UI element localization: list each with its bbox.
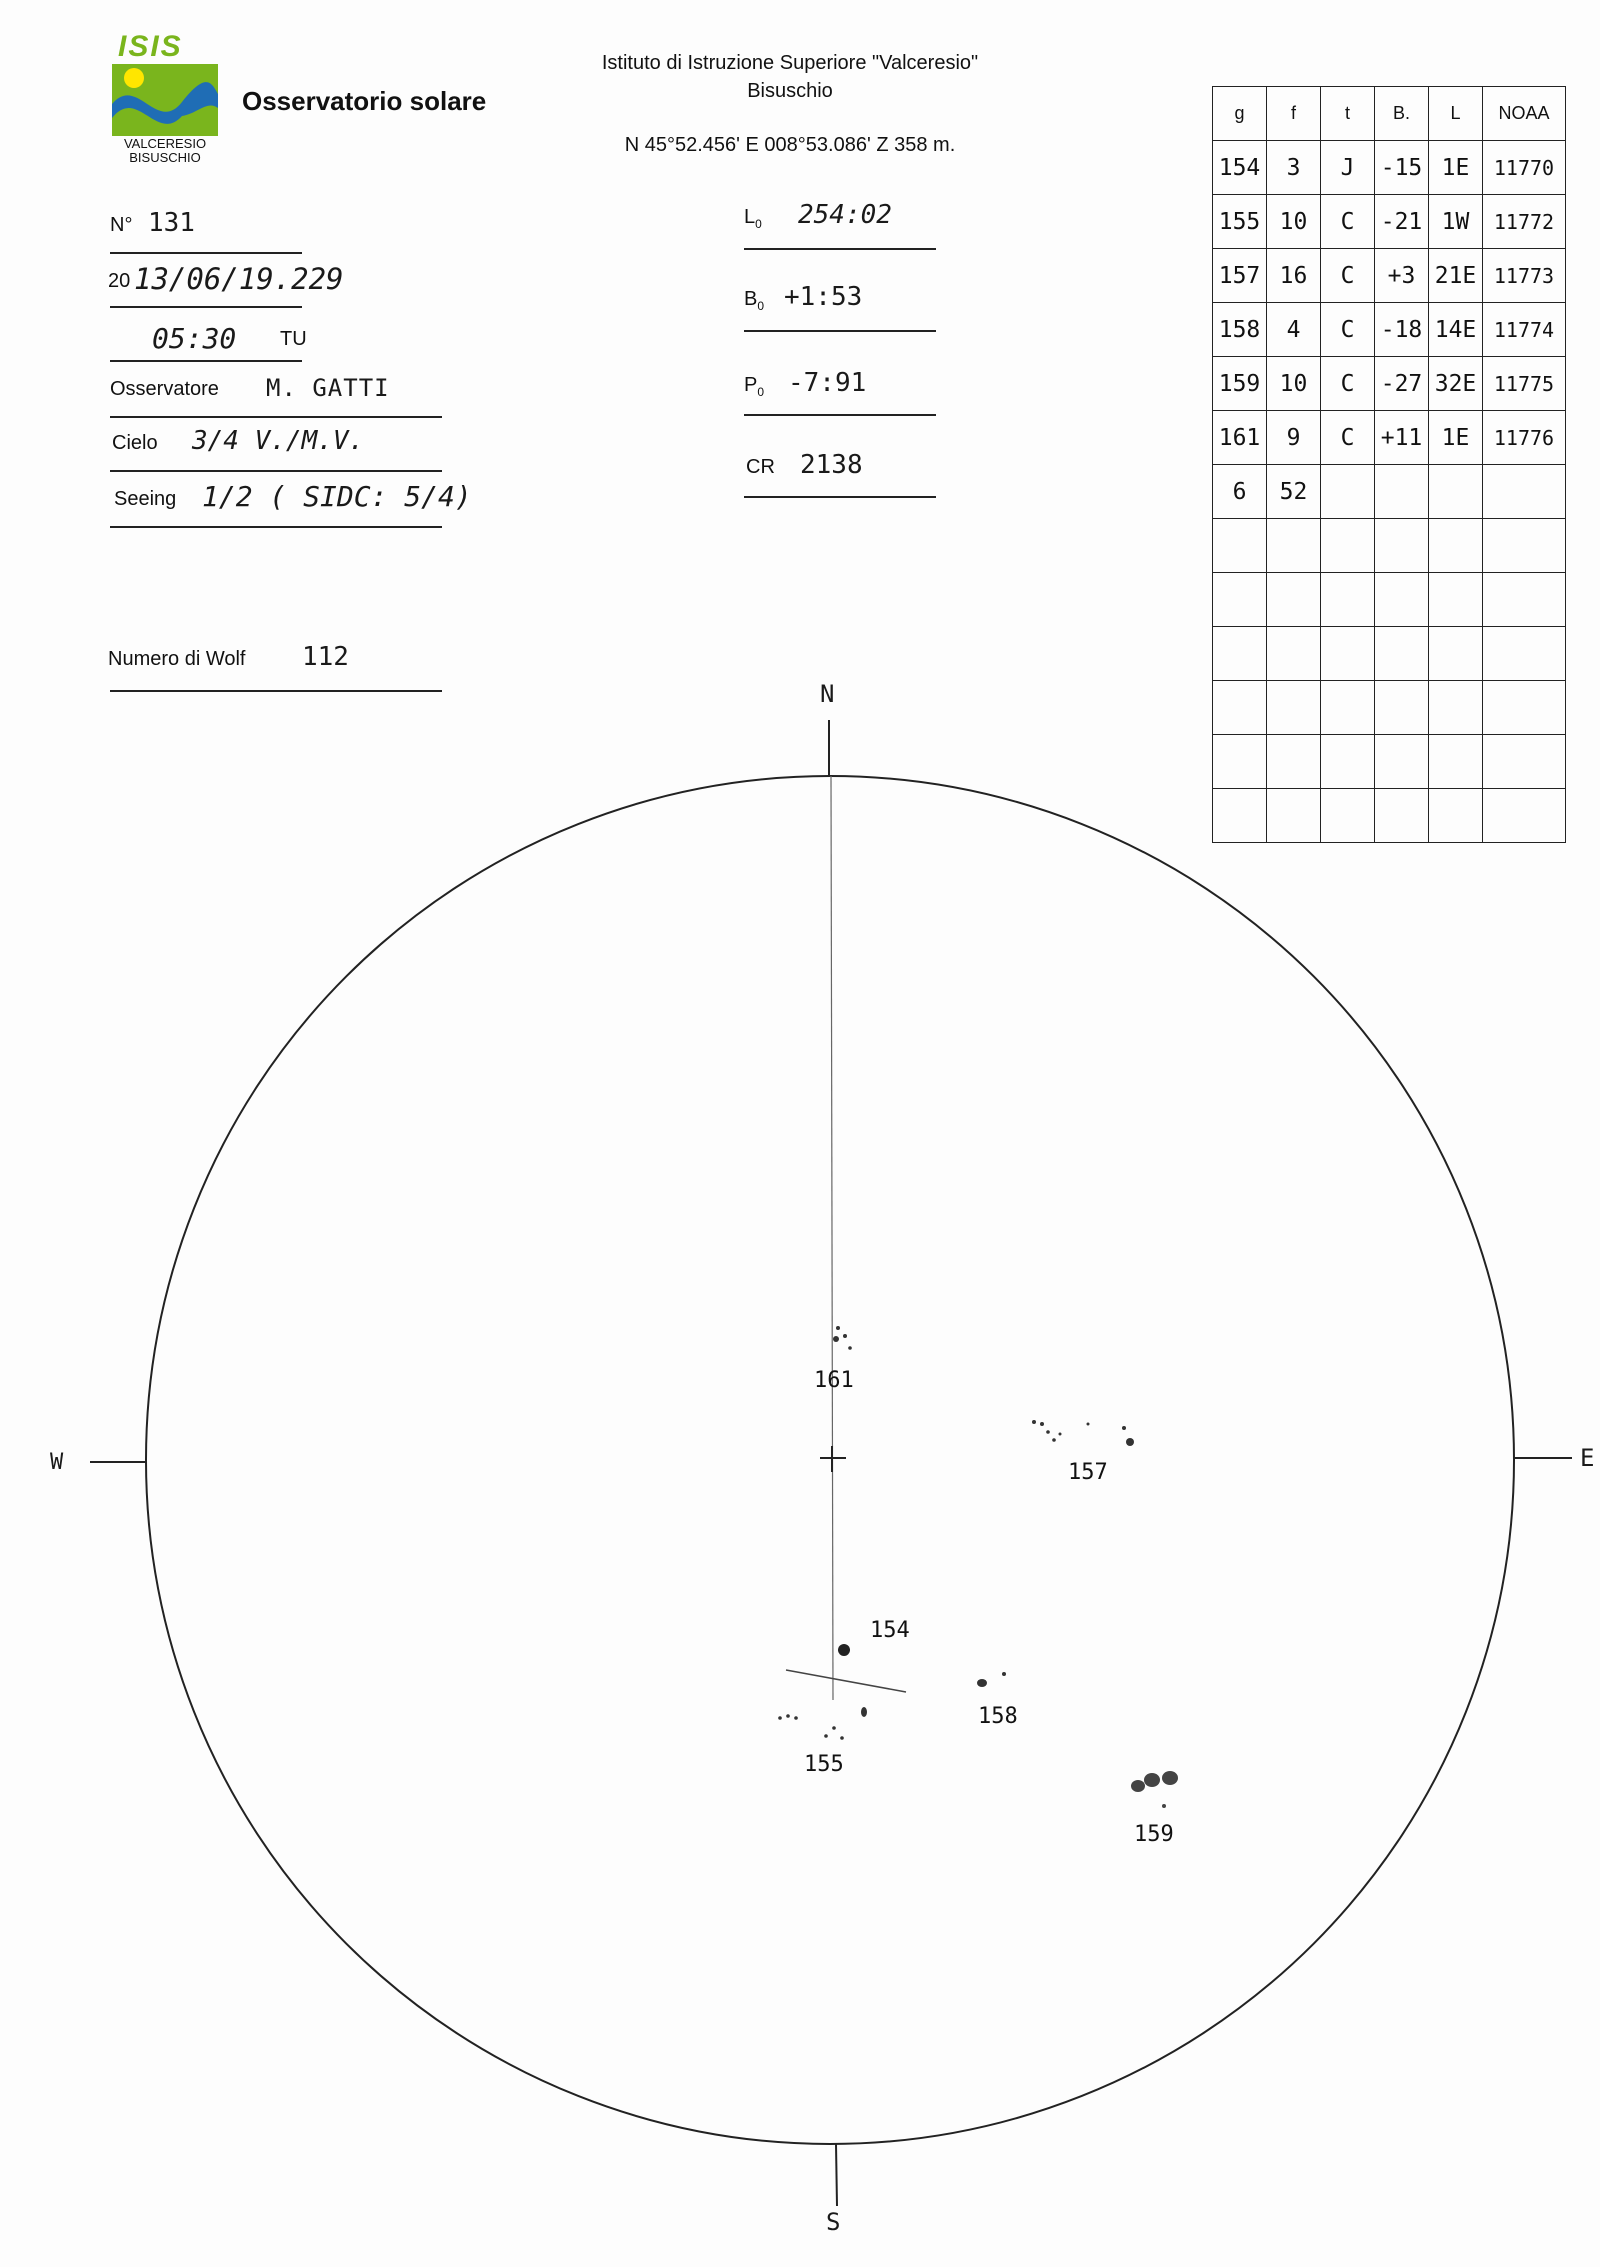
solar-disk-outline [146, 776, 1514, 2144]
logo-subtitle-2: BISUSCHIO [129, 150, 201, 165]
b0-label: $B_0$ [744, 288, 765, 313]
cell-g: 159 [1213, 357, 1267, 411]
cell-f: 10 [1267, 195, 1321, 249]
cell-t: C [1321, 249, 1375, 303]
cell-t: C [1321, 303, 1375, 357]
header-f: f [1267, 87, 1321, 141]
cell-g: 158 [1213, 303, 1267, 357]
cell-t: C [1321, 357, 1375, 411]
observer-name: M. GATTI [266, 374, 390, 402]
observation-date: 13/06/19.229 [134, 262, 344, 296]
p0-label: $P_0$ [744, 374, 765, 399]
compass-west: W [50, 1450, 64, 1475]
cell-noaa: 11770 [1483, 141, 1566, 195]
group-label-154: 154 [870, 1618, 910, 1643]
sunspot-group-154 [838, 1644, 850, 1656]
seeing-value: 1/2 ( SIDC: 5/4) [202, 480, 472, 513]
cell-f: 10 [1267, 357, 1321, 411]
cell-l: 1W [1429, 195, 1483, 249]
cell-b: +3 [1375, 249, 1429, 303]
group-label-161: 161 [814, 1368, 854, 1393]
sky-value: 3/4 V./M.V. [192, 426, 365, 456]
sunspot-group-157 [1032, 1420, 1134, 1446]
sunspot-group-161 [833, 1326, 852, 1350]
observer-label: Osservatore [110, 378, 219, 400]
cell-l: 14E [1429, 303, 1483, 357]
header-g: g [1213, 87, 1267, 141]
group-label-158: 158 [978, 1704, 1018, 1729]
wolf-value: 112 [302, 642, 349, 672]
sky-label: Cielo [112, 432, 158, 454]
seeing-label: Seeing [114, 488, 177, 510]
cell-f: 4 [1267, 303, 1321, 357]
cell-f: 9 [1267, 411, 1321, 465]
cell-b: -18 [1375, 303, 1429, 357]
cell-t: C [1321, 195, 1375, 249]
header-b: B. [1375, 87, 1429, 141]
cell-b: -15 [1375, 141, 1429, 195]
cell-noaa: 11775 [1483, 357, 1566, 411]
header-noaa: NOAA [1483, 87, 1566, 141]
cell-f: 16 [1267, 249, 1321, 303]
observation-time: 05:30 [152, 322, 237, 355]
cell-noaa: 11774 [1483, 303, 1566, 357]
cell-noaa: 11773 [1483, 249, 1566, 303]
cell-l: 21E [1429, 249, 1483, 303]
south-tick [836, 2144, 837, 2206]
observatory-title: Osservatorio solare [242, 86, 487, 116]
cell-f: 52 [1267, 465, 1321, 519]
p0-value: -7:91 [788, 368, 867, 398]
cell-l: 32E [1429, 357, 1483, 411]
institute-name: Istituto di Istruzione Superiore "Valceresio" [601, 52, 979, 74]
group-label-157: 157 [1068, 1460, 1108, 1485]
cell-b: -27 [1375, 357, 1429, 411]
compass-east: E [1580, 1444, 1595, 1472]
cell-t: C [1321, 411, 1375, 465]
cell-t: J [1321, 141, 1375, 195]
sunspot-group-159 [1131, 1771, 1178, 1808]
date-prefix: 20 [108, 270, 131, 292]
l0-value: 254:02 [798, 200, 892, 230]
wolf-label: Numero di Wolf [108, 648, 246, 670]
cell-f: 3 [1267, 141, 1321, 195]
cell-l: 1E [1429, 141, 1483, 195]
header-l: L [1429, 87, 1483, 141]
cell-noaa: 11772 [1483, 195, 1566, 249]
institute-town: Bisuschio [747, 80, 833, 102]
cell-g: 161 [1213, 411, 1267, 465]
logo-subtitle-1: VALCERESIO [123, 136, 207, 151]
group-155-axis [786, 1670, 906, 1692]
time-unit: TU [280, 328, 307, 350]
cr-value: 2138 [800, 450, 863, 480]
compass-south: S [826, 2208, 841, 2236]
l0-label: $L_0$ [744, 206, 762, 231]
b0-value: +1:53 [784, 282, 863, 312]
site-coordinates: N 45°52.456' E 008°53.086' Z 358 m. [624, 134, 956, 156]
header-t: t [1321, 87, 1375, 141]
logo-title: ISIS [118, 30, 183, 63]
sunspot-group-155 [778, 1707, 867, 1740]
cell-g: 6 [1213, 465, 1267, 519]
cr-label: CR [746, 456, 775, 478]
sunspot-group-158 [977, 1672, 1006, 1687]
cell-g: 154 [1213, 141, 1267, 195]
number-label: N° [110, 214, 133, 236]
cell-b: -21 [1375, 195, 1429, 249]
cell-noaa: 11776 [1483, 411, 1566, 465]
observation-number: 131 [148, 208, 195, 238]
compass-north: N [820, 680, 835, 708]
cell-l: 1E [1429, 411, 1483, 465]
group-label-159: 159 [1134, 1822, 1174, 1847]
cell-b: +11 [1375, 411, 1429, 465]
cell-g: 155 [1213, 195, 1267, 249]
group-label-155: 155 [804, 1752, 844, 1777]
cell-g: 157 [1213, 249, 1267, 303]
central-meridian [831, 776, 833, 1700]
